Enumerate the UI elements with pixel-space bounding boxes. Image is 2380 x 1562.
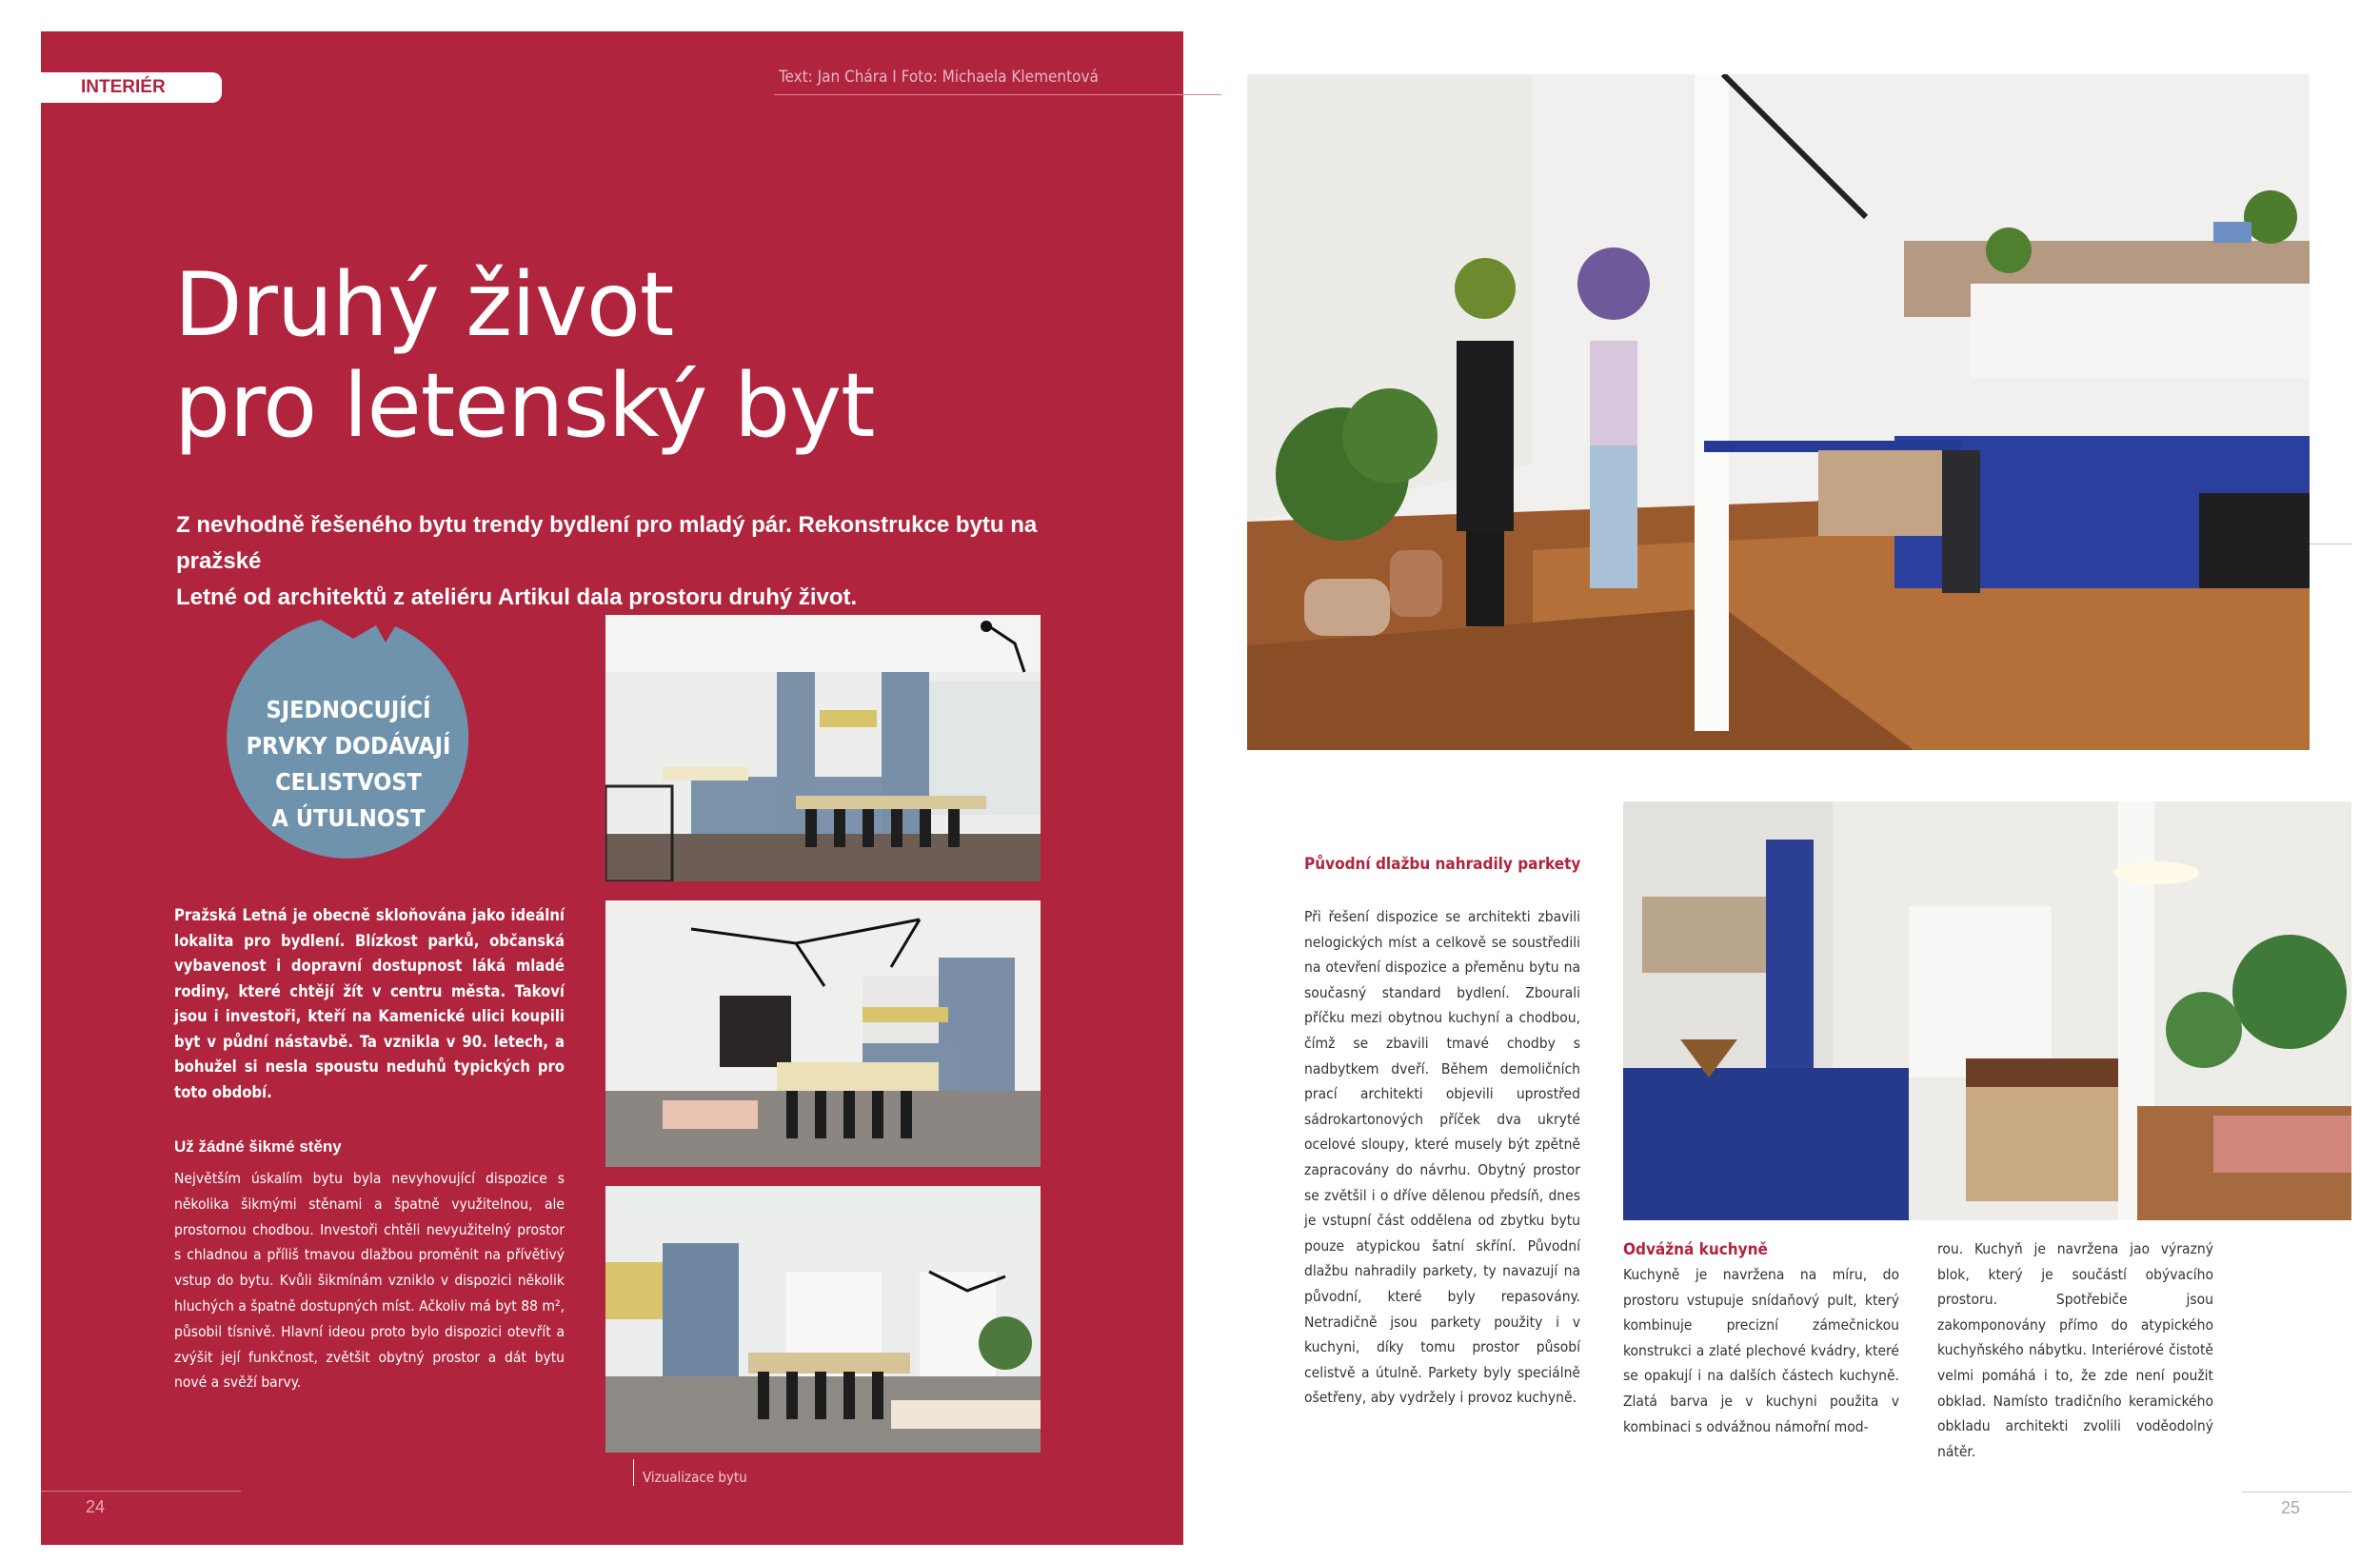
body-paragraph-1: Největším úskalím bytu byla nevyhovující dispozice s několika šikmými stěnami a špatně využitelnou, ale prostornou chodbou. Investoři chtěli nevyužitelný prostor s chladnou a příliš tmavou dlažbou proměnit na přívětivý vstup do bytu. Kvůli šikmínám vzniklo v dispozici několik hluchých a špatně dostupných míst. Ačkoliv má byt 88 m², působil tísnivě. Hlavní ideou proto bylo dispozici otevřít a zvýšit její funkčnost, zvětšit obytný prostor a dát bytu nové a svěží barvy. xyxy=(174,1170,565,1392)
visualization-image-3 xyxy=(605,1186,1041,1453)
subheading-no-slanted-walls: Už žádné šikmé stěny xyxy=(174,1137,342,1156)
left-page xyxy=(41,31,1183,1545)
credits: Text: Jan Chára I Foto: Michaela Klementová xyxy=(779,68,1099,87)
body-paragraph-3: Kuchyně je navržena na míru, do prostoru vstupuje snídaňový pult, který kombinuje precizní zámečnickou konstrukci a zlaté plechové kvádry, které se opakují i na dalších částech kuchyně. Zlatá barva je v kuchyni použita v kombinaci s odvážnou námořní mod- xyxy=(1623,1266,1899,1435)
pull-quote xyxy=(226,692,471,837)
headline-line-1: Druhý život xyxy=(174,253,674,356)
headline-line-2: pro letenský byt xyxy=(174,354,875,457)
lead-line-2: Letné od architektů z ateliéru Artikul dala prostoru druhý život. xyxy=(176,584,858,610)
intro-paragraph: Pražská Letná je obecně skloňována jako ideální lokalita pro bydlení. Blízkost parků, občanská vybavenost i dopravní dostupnost láká mladé rodiny, které chtějí žít v centru města. Takoví jsou i investoři, kteří na Kamenické ulici koupili byt v půdní nástavbě. Ta vznikla v 90. letech, a bohužel si nesla spoustu neduhů typických pro toto období. xyxy=(174,906,565,1101)
pull-quote-line-2: PRVKY DODÁVAJÍ xyxy=(246,732,451,760)
lead-line-1: Z nevhodně řešeného bytu trendy bydlení pro mladý pár. Rekonstrukce bytu na pražské xyxy=(176,512,1038,574)
kitchen-dining-photo xyxy=(1623,801,2351,1220)
main-photo-living-kitchen xyxy=(1247,74,2310,750)
subheading-parquet: Původní dlažbu nahradily parkety xyxy=(1304,855,1581,874)
caption-line xyxy=(633,1459,634,1486)
visualization-caption: Vizualizace bytu xyxy=(643,1469,747,1486)
body-paragraph-4: rou. Kuchyň je navržena jao výrazný blok, který je součástí obývacího prostoru. Spotřebiče jsou zakomponovány přímo do atypického kuchyňského nábytku. Interiérové čistotě velmi pomáhá i to, že zde není použit obklad. Namísto tradičního keramického obkladu architekti zvolili voděodolný nátěr. xyxy=(1937,1240,2213,1460)
headline xyxy=(174,254,1031,456)
page-number-left: 24 xyxy=(86,1497,106,1516)
pull-quote-line-4: A ÚTULNOST xyxy=(271,804,426,832)
visualization-image-1 xyxy=(605,615,1041,881)
pull-quote-line-1: SJEDNOCUJÍCÍ xyxy=(266,696,431,723)
footer-rule xyxy=(41,1491,241,1492)
credits-rule xyxy=(774,94,1221,95)
body-paragraph-2: Při řešení dispozice se architekti zbavili nelogických míst a celkově se soustředili na otevření dispozice a přeměnu bytu na současný standard bydlení. Zbourali příčku mezi obytnou kuchyní a chodbou, čímž se zbavili tmavé chodby s nadbytkem dveří. Během demoličních prací architekti objevili uprostřed sádrokartonových příček dva ukryté ocelové sloupy, které musely být zpětně zapracovány do návrhu. Obytný prostor se zvětšil i o dříve dělenou předsíň, dnes je vstupní část oddělena od zbytku bytu pouze atypickou šatní skříní. Původní dlažbu nahradily parkety, ty navazují na původní, které byly repasovány. Netradičně jsou parkety použity i v kuchyni, díky tomu prostor působí celistvě a útulně. Parkety byly speciálně ošetřeny, aby vydržely i provoz kuchyně. xyxy=(1304,908,1580,1407)
lead-paragraph xyxy=(176,507,1128,616)
section-tag: INTERIÉR xyxy=(41,72,222,103)
pull-quote-line-3: CELISTVOST xyxy=(275,768,422,796)
footer-rule-right xyxy=(2242,1492,2351,1493)
subheading-bold-kitchen: Odvážná kuchyně xyxy=(1623,1240,1768,1259)
visualization-image-2 xyxy=(605,900,1041,1167)
page-number-right: 25 xyxy=(2281,1498,2301,1517)
